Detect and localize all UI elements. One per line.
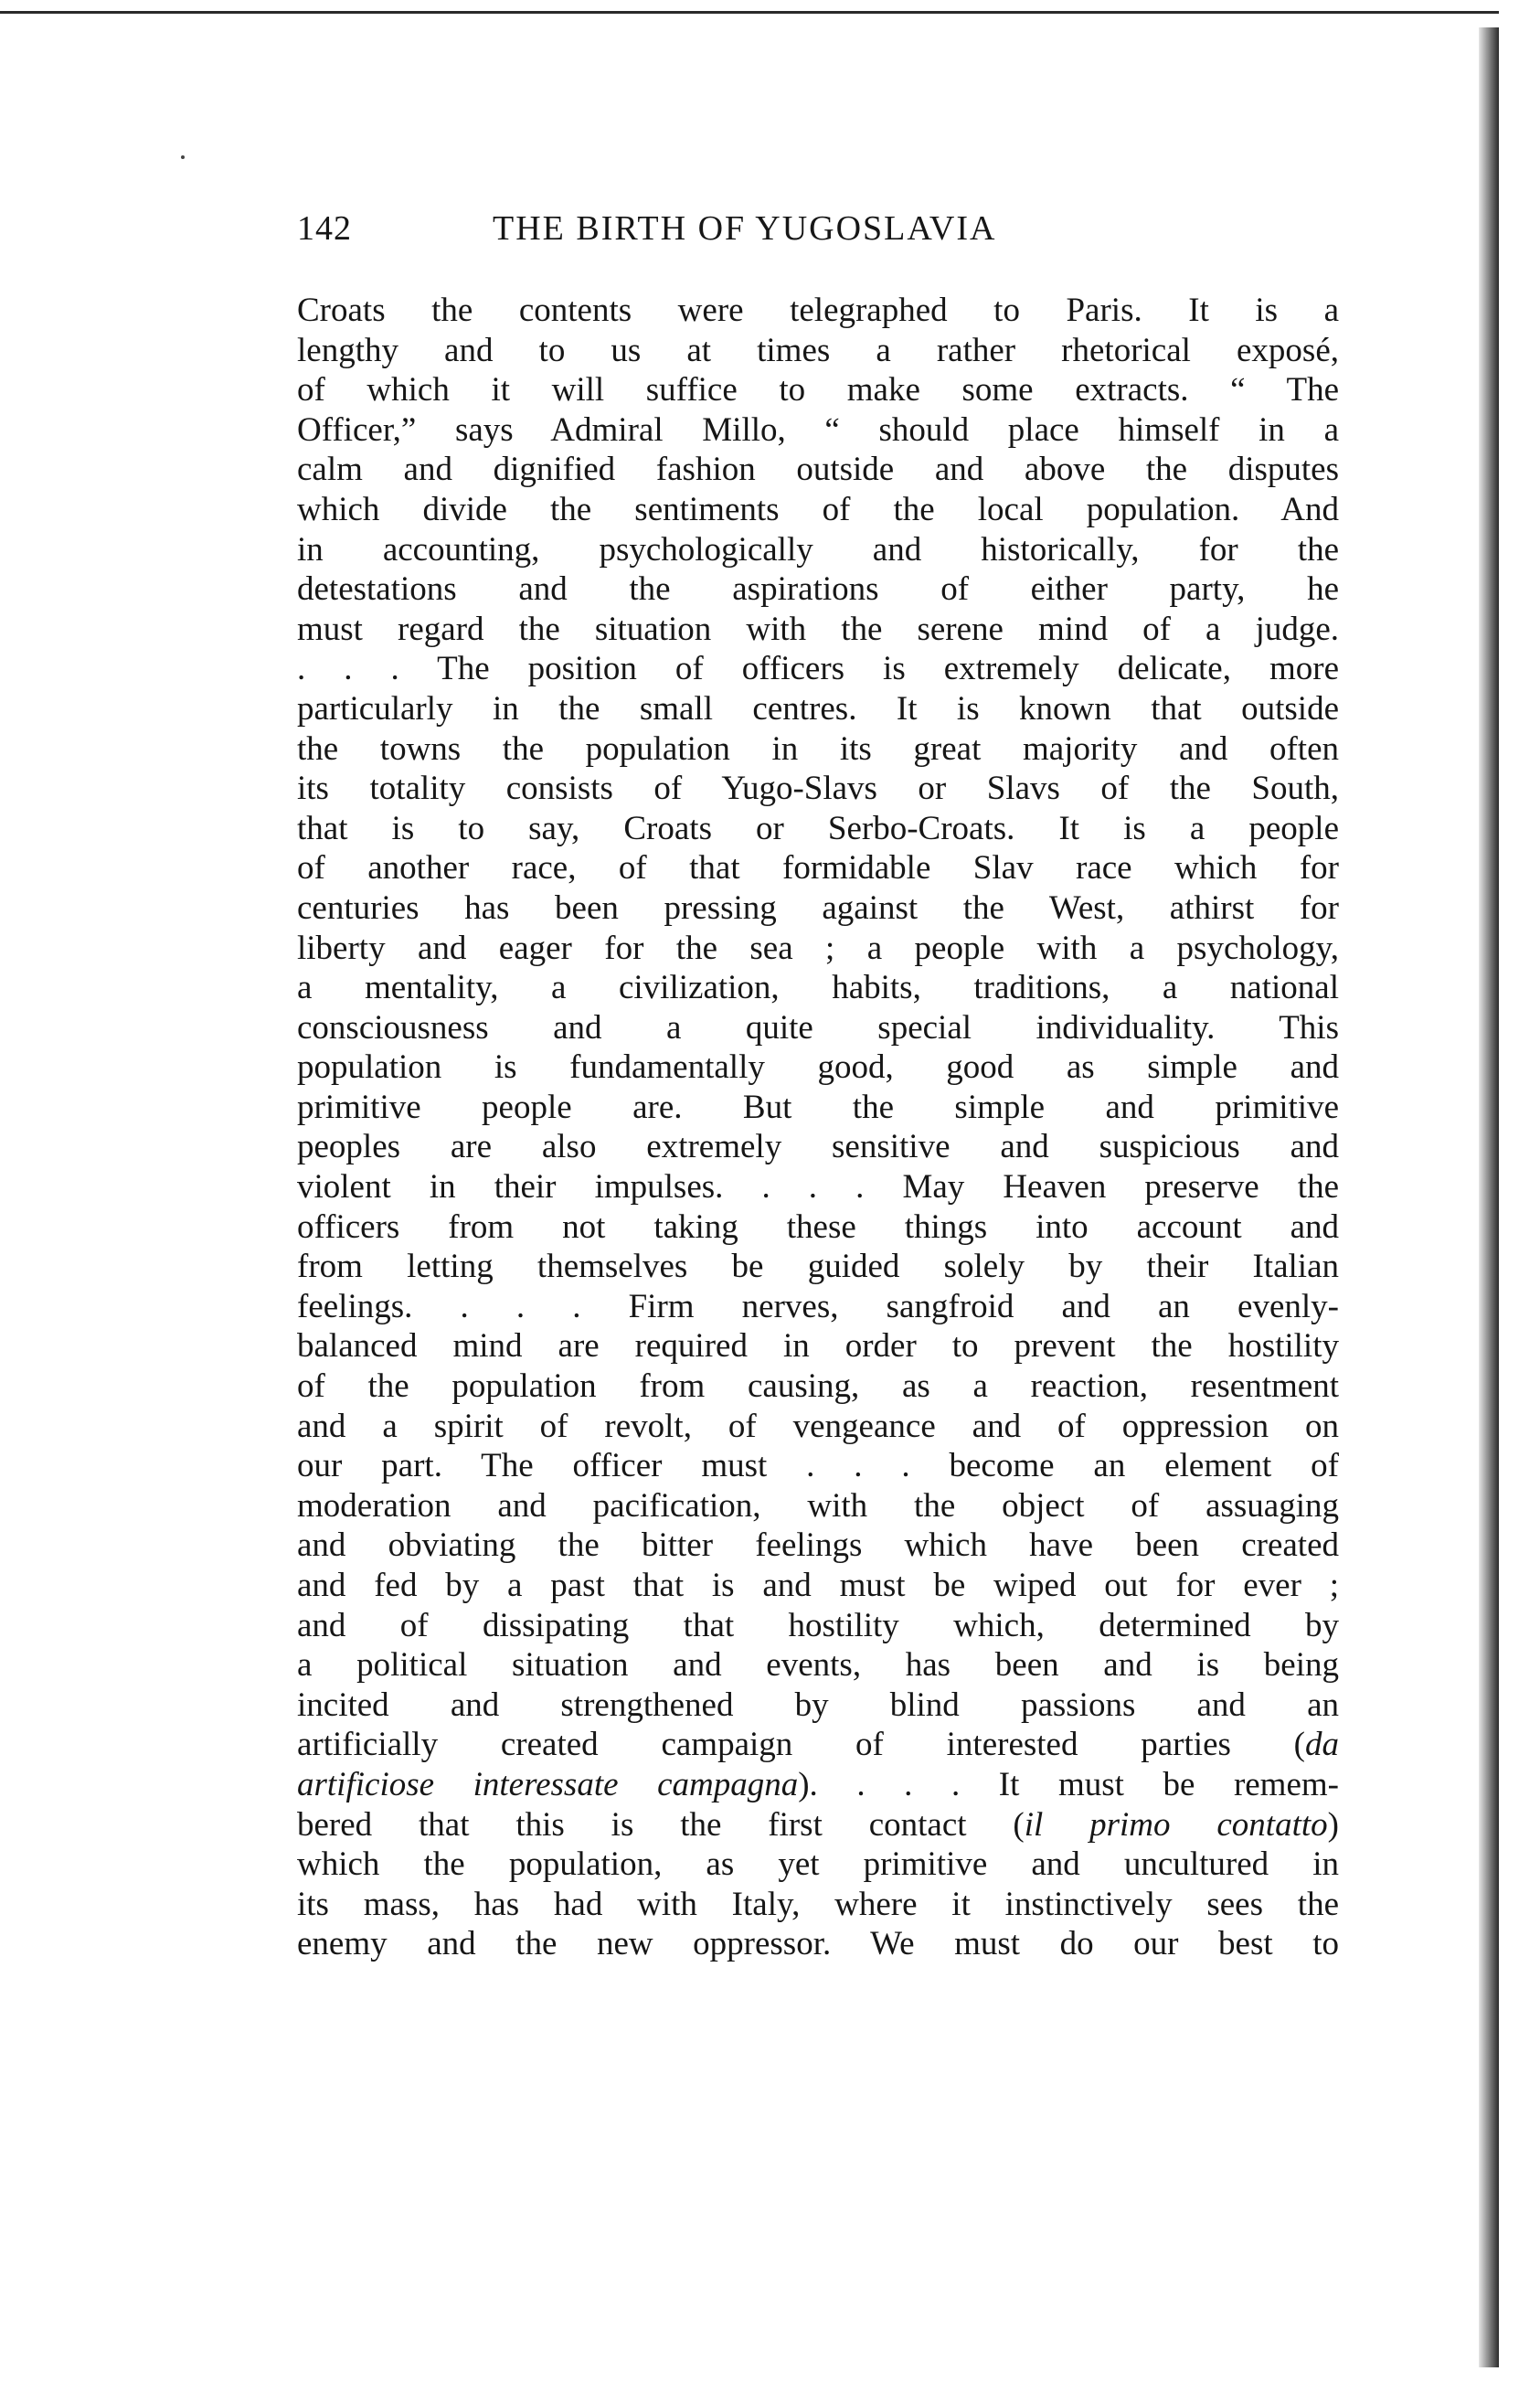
text-run: consciousness and a quite special individuality. This bbox=[297, 1008, 1339, 1047]
text-line bbox=[297, 370, 1339, 410]
text-run: peoples are also extremely sensitive and suspicious and bbox=[297, 1128, 1339, 1166]
text-run: liberty and eager for the sea ; a people with a psychology, bbox=[297, 929, 1339, 967]
text-line bbox=[297, 530, 1339, 570]
body-text bbox=[297, 291, 1339, 1964]
text-line bbox=[297, 729, 1339, 770]
text-line bbox=[297, 1765, 1339, 1805]
text-run: incited and strengthened by blind passions and an bbox=[297, 1685, 1339, 1724]
text-line bbox=[297, 649, 1339, 689]
text-line bbox=[297, 1008, 1339, 1048]
text-run: detestations and the aspirations of either party, he bbox=[297, 570, 1339, 609]
text-run: . . . The position of officers is extremely delicate, more bbox=[297, 650, 1339, 688]
text-line bbox=[297, 490, 1339, 530]
text-line bbox=[297, 610, 1339, 650]
text-line bbox=[297, 848, 1339, 888]
text-line bbox=[297, 1805, 1339, 1845]
text-run: lengthy and to us at times a rather rhetorical exposé, bbox=[297, 331, 1339, 369]
text-run: and obviating the bitter feelings which have been created bbox=[297, 1526, 1339, 1565]
text-run: artificially created campaign of interested parties ( bbox=[297, 1726, 1305, 1764]
text-line bbox=[297, 410, 1339, 451]
text-line bbox=[297, 968, 1339, 1008]
text-line bbox=[297, 1845, 1339, 1885]
text-run: moderation and pacification, with the object of assuaging bbox=[297, 1486, 1339, 1525]
text-line bbox=[297, 1167, 1339, 1207]
text-line bbox=[297, 1606, 1339, 1646]
text-line bbox=[297, 331, 1339, 371]
text-line bbox=[297, 769, 1339, 809]
text-run: a political situation and events, has been and is being bbox=[297, 1646, 1339, 1685]
text-line bbox=[297, 888, 1339, 929]
text-line bbox=[297, 1486, 1339, 1526]
text-line bbox=[297, 1924, 1339, 1964]
text-run: and of dissipating that hostility which, determined by bbox=[297, 1606, 1339, 1644]
italic-phrase: da bbox=[1305, 1726, 1339, 1764]
text-line bbox=[297, 1366, 1339, 1407]
text-run: population is fundamentally good, good as simple and bbox=[297, 1048, 1339, 1087]
running-title: THE BIRTH OF YUGOSLAVIA bbox=[493, 209, 997, 248]
text-run: enemy and the new oppressor. We must do our best to bbox=[297, 1925, 1339, 1963]
text-run: Croats the contents were telegraphed to Paris. It is a bbox=[297, 292, 1339, 329]
text-run: of the population from causing, as a reaction, resentment bbox=[297, 1367, 1339, 1406]
text-run: its mass, has had with Italy, where it instinctively sees the bbox=[297, 1885, 1339, 1923]
text-run: centuries has been pressing against the West, athirst for bbox=[297, 888, 1339, 927]
text-line bbox=[297, 1725, 1339, 1765]
text-run: the towns the population in its great majority and often bbox=[297, 729, 1339, 768]
text-run: in accounting, psychologically and historically, for the bbox=[297, 530, 1339, 569]
page-number: 142 bbox=[297, 209, 352, 248]
text-run: of which it will suffice to make some extracts. “ The bbox=[297, 371, 1339, 409]
text-line bbox=[297, 1326, 1339, 1366]
text-run: violent in their impulses. . . . May Heaven preserve the bbox=[297, 1168, 1339, 1207]
text-run: particularly in the small centres. It is known that outside bbox=[297, 689, 1339, 728]
text-run: a mentality, a civilization, habits, traditions, a national bbox=[297, 969, 1339, 1007]
text-line bbox=[297, 1407, 1339, 1447]
text-run: of another race, of that formidable Slav race which for bbox=[297, 849, 1339, 888]
text-line bbox=[297, 569, 1339, 610]
text-run: primitive people are. But the simple and primitive bbox=[297, 1088, 1339, 1126]
text-line bbox=[297, 929, 1339, 969]
page-spine-shadow bbox=[1479, 27, 1499, 2367]
text-line bbox=[297, 1446, 1339, 1486]
running-head bbox=[297, 208, 1339, 263]
page-speck bbox=[181, 155, 185, 159]
text-run: its totality consists of Yugo-Slavs or Slavs of the South, bbox=[297, 770, 1339, 808]
text-line bbox=[297, 1207, 1339, 1248]
text-line bbox=[297, 291, 1339, 331]
text-run: must regard the situation with the serene mind of a judge. bbox=[297, 610, 1339, 648]
text-run: our part. The officer must . . . become an element of bbox=[297, 1447, 1339, 1485]
text-line bbox=[297, 1047, 1339, 1088]
text-run: officers from not taking these things into account and bbox=[297, 1207, 1339, 1246]
text-run: and a spirit of revolt, of vengeance and of oppression on bbox=[297, 1407, 1339, 1445]
text-line bbox=[297, 1088, 1339, 1128]
text-line bbox=[297, 1566, 1339, 1606]
italic-phrase: il primo contatto bbox=[1024, 1805, 1328, 1844]
text-run: which divide the sentiments of the local population. And bbox=[297, 490, 1339, 528]
text-line bbox=[297, 1526, 1339, 1566]
text-run: feelings. . . . Firm nerves, sangfroid and an evenly- bbox=[297, 1287, 1339, 1325]
text-line bbox=[297, 689, 1339, 729]
text-line bbox=[297, 1685, 1339, 1726]
text-run: ) bbox=[1327, 1805, 1339, 1844]
text-line bbox=[297, 1885, 1339, 1925]
text-line bbox=[297, 1287, 1339, 1327]
top-rule bbox=[0, 11, 1499, 14]
text-line bbox=[297, 1127, 1339, 1167]
text-line bbox=[297, 1645, 1339, 1685]
text-line bbox=[297, 450, 1339, 490]
text-run: bered that this is the first contact ( bbox=[297, 1805, 1025, 1844]
text-line bbox=[297, 1247, 1339, 1287]
text-run: from letting themselves be guided solely by their Italian bbox=[297, 1248, 1339, 1286]
text-run: ). . . . It must be remem- bbox=[798, 1765, 1339, 1803]
text-run: and fed by a past that is and must be wiped out for ever ; bbox=[297, 1567, 1339, 1604]
text-line bbox=[297, 809, 1339, 849]
text-run: balanced mind are required in order to prevent the hostility bbox=[297, 1327, 1339, 1366]
text-run: calm and dignified fashion outside and above the disputes bbox=[297, 451, 1339, 489]
text-run: that is to say, Croats or Serbo-Croats. It is a people bbox=[297, 809, 1339, 847]
text-run: Officer,” says Admiral Millo, “ should place himself in a bbox=[297, 410, 1339, 449]
text-run: which the population, as yet primitive and uncultured in bbox=[297, 1845, 1339, 1884]
italic-phrase: artificiose interessate campagna bbox=[297, 1765, 799, 1803]
